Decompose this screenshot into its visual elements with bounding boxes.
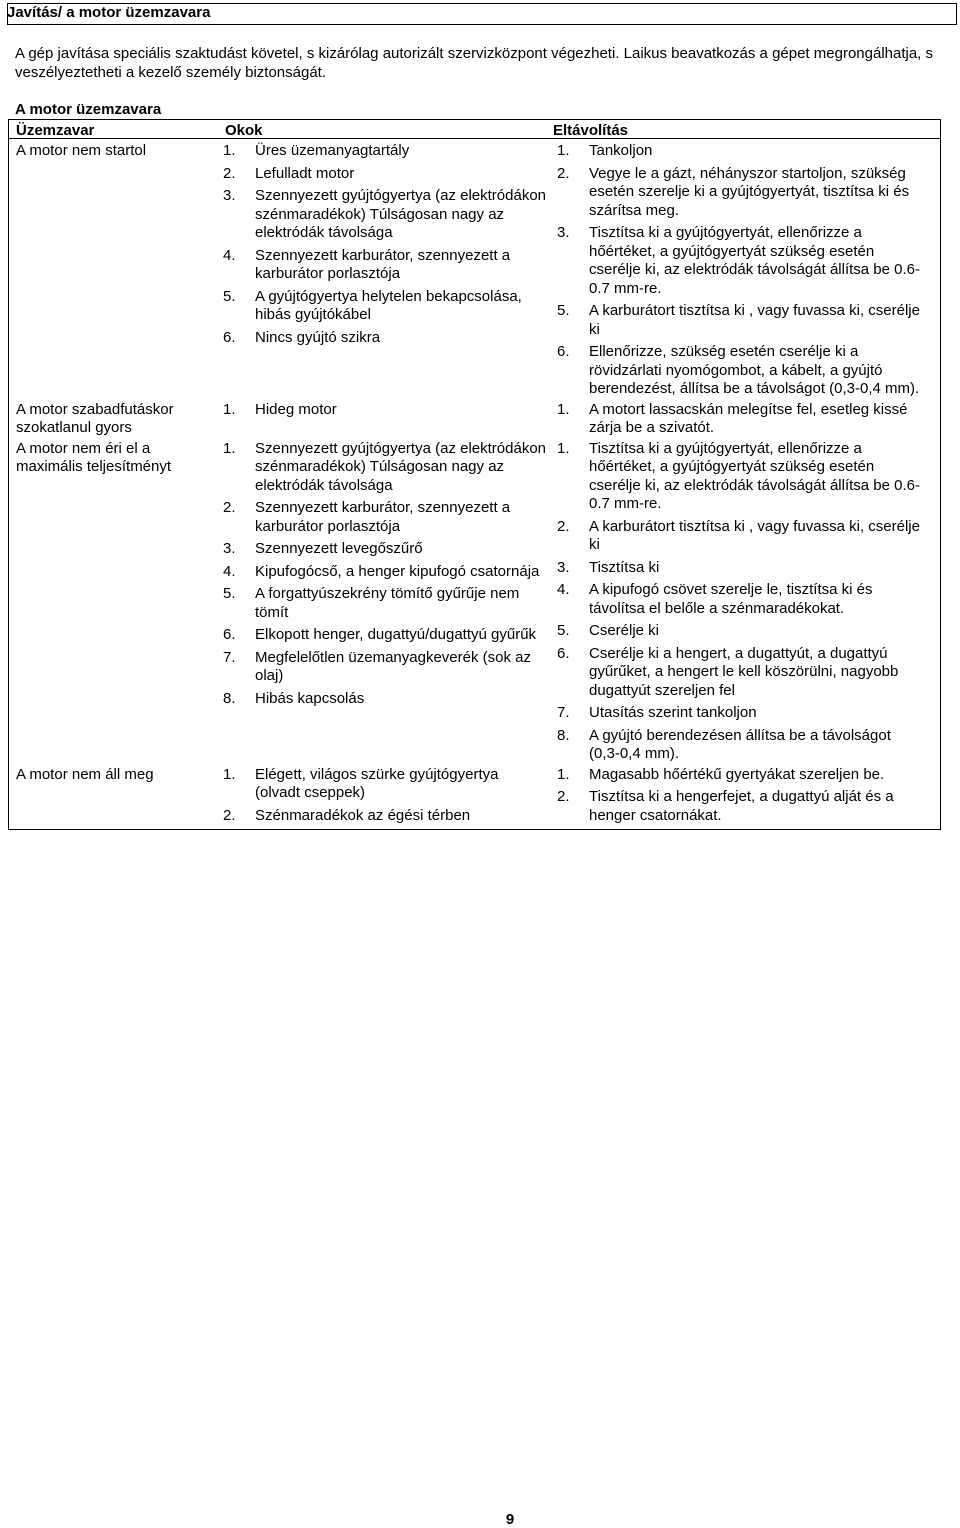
causes-cell (213, 440, 547, 764)
item-text: Szennyezett karburátor, szennyezett a karburátor porlasztója (255, 499, 511, 535)
problem-cell: A motor szabadfutáskor szokatlanul gyors (16, 400, 174, 436)
item-number: 1. (223, 439, 236, 457)
table-title: A motor üzemzavara (15, 101, 162, 118)
item-number: 1. (557, 142, 570, 159)
causes-cell (213, 142, 547, 399)
table-row (9, 764, 940, 830)
item-text: Cserélje ki (589, 622, 660, 639)
remedy-item (547, 302, 920, 339)
item-text: Szennyezett levegőszűrő (255, 540, 423, 557)
remedy-item (547, 559, 920, 578)
cause-item (213, 690, 547, 709)
item-text: A gyújtógyertya helytelen bekapcsolása, hibás gyújtókábel (255, 287, 522, 323)
item-number: 8. (557, 726, 570, 744)
item-number: 3. (557, 224, 570, 241)
remedies-cell (547, 766, 940, 826)
item-text: Elkopott henger, dugattyú/dugattyú gyűrűk (255, 626, 537, 643)
item-number: 4. (557, 581, 570, 598)
remedy-item (547, 401, 920, 438)
header-problem: Üzemzavar (16, 122, 95, 139)
item-number: 1. (557, 765, 570, 783)
cause-item (213, 766, 547, 803)
item-number: 6. (557, 644, 570, 662)
item-number: 4. (223, 562, 236, 580)
cause-item (213, 649, 547, 686)
cause-item (213, 288, 547, 325)
item-text: Magasabb hőértékű gyertyákat szereljen be. (589, 765, 885, 783)
item-number: 6. (223, 626, 236, 643)
item-text: Tisztítsa ki (589, 558, 660, 576)
item-number: 2. (557, 164, 570, 182)
item-number: 3. (223, 187, 236, 204)
table-row (9, 139, 940, 399)
item-number: 2. (223, 499, 236, 516)
header-remedies: Eltávolítás (553, 122, 629, 139)
cause-item (213, 247, 547, 284)
item-number: 5. (557, 622, 570, 639)
item-text: Nincs gyújtó szikra (255, 328, 381, 346)
table-body (8, 139, 941, 830)
item-text: Cserélje ki a hengert, a dugattyút, a dugattyú gyűrűket, a hengert le kell köszörülni, nagyobb dugattyút szereljen fel (589, 644, 899, 699)
item-text: Lefulladt motor (255, 164, 355, 182)
item-number: 3. (557, 558, 570, 576)
table-row (9, 438, 940, 764)
item-text: Szénmaradékok az égési térben (255, 806, 471, 824)
item-text: Tisztítsa ki a hengerfejet, a dugattyú alját és a henger csatornákat. (589, 788, 894, 824)
item-text: A karburátort tisztítsa ki , vagy fuvassa ki, cserélje ki (589, 302, 920, 338)
item-number: 2. (557, 517, 570, 535)
item-text: Megfelelőtlen üzemanyagkeverék (sok az olaj) (255, 648, 531, 684)
remedy-item (547, 704, 920, 723)
item-text: Utasítás szerint tankoljon (589, 704, 757, 721)
remedy-item (547, 581, 920, 618)
remedy-item (547, 343, 920, 399)
item-number: 2. (223, 806, 236, 824)
cause-item (213, 626, 547, 645)
item-text: Kipufogócső, a henger kipufogó csatornája (255, 562, 540, 580)
remedies-cell (547, 401, 940, 438)
remedy-item (547, 142, 920, 161)
remedies-cell (547, 142, 940, 399)
item-text: Szennyezett gyújtógyertya (az elektródákon szénmaradékok) Túlságosan nagy az elektródák távolsága (255, 439, 546, 494)
remedy-item (547, 645, 920, 701)
remedy-item (547, 622, 920, 641)
item-text: Vegye le a gázt, néhányszor startoljon, szükség esetén szerelje ki a gyújtógyertyát, tisztítsa ki és szárítsa meg. (589, 164, 910, 219)
item-number: 6. (557, 343, 570, 360)
item-text: Hibás kapcsolás (255, 689, 365, 707)
cause-item (213, 165, 547, 184)
cause-item (213, 499, 547, 536)
item-number: 1. (223, 142, 236, 159)
item-text: Tankoljon (589, 142, 653, 159)
remedy-item (547, 440, 920, 514)
cause-item (213, 142, 547, 161)
problem-cell: A motor nem áll meg (16, 765, 154, 783)
remedy-item (547, 165, 920, 221)
item-text: Szennyezett gyújtógyertya (az elektródákon szénmaradékok) Túlságosan nagy az elektródák távolsága (255, 187, 546, 241)
cause-item (213, 401, 547, 420)
cause-item (213, 329, 547, 348)
item-number: 3. (223, 540, 236, 557)
cause-item (213, 807, 547, 826)
item-number: 6. (223, 328, 236, 346)
item-number: 1. (223, 765, 236, 783)
remedy-item (547, 766, 920, 785)
item-number: 5. (223, 287, 236, 305)
remedy-item (547, 224, 920, 298)
item-text: Üres üzemanyagtartály (255, 142, 410, 159)
item-number: 7. (557, 704, 570, 721)
item-number: 1. (223, 400, 236, 418)
item-number: 5. (223, 585, 236, 602)
item-text: Hideg motor (255, 400, 337, 418)
section-title: Javítás/ a motor üzemzavara (7, 4, 211, 21)
item-number: 1. (557, 400, 570, 418)
cause-item (213, 187, 547, 243)
cause-item (213, 585, 547, 622)
remedy-item (547, 788, 920, 825)
table-row (9, 399, 940, 438)
item-text: A karburátort tisztítsa ki , vagy fuvassa ki, cserélje ki (589, 517, 920, 553)
item-text: A motort lassacskán melegítse fel, esetleg kissé zárja be a szivatót. (589, 400, 908, 436)
remedy-item (547, 727, 920, 764)
item-number: 5. (557, 302, 570, 319)
problem-cell: A motor nem startol (16, 142, 147, 159)
cause-item (213, 440, 547, 496)
remedies-cell (547, 440, 940, 764)
item-text: A gyújtó berendezésen állítsa be a távolságot (0,3-0,4 mm). (589, 726, 891, 762)
cause-item (213, 540, 547, 559)
item-number: 2. (223, 164, 236, 182)
item-number: 4. (223, 246, 236, 264)
item-number: 7. (223, 648, 236, 666)
item-text: A kipufogó csövet szerelje le, tisztítsa ki és távolítsa el belőle a szénmaradékokat. (589, 581, 873, 617)
troubleshooting-table (8, 119, 941, 830)
cause-item (213, 563, 547, 582)
header-causes: Okok (225, 122, 263, 139)
causes-cell (213, 766, 547, 826)
item-number: 1. (557, 439, 570, 457)
remedy-item (547, 518, 920, 555)
item-text: A forgattyúszekrény tömítő gyűrűje nem tömít (255, 585, 520, 621)
item-text: Ellenőrizze, szükség esetén cserélje ki a rövidzárlati nyomógombot, a kábelt, a gyújtó berendezést, állítsa be a távolságot (0,3-0,4 mm). (589, 343, 920, 397)
item-text: Elégett, világos szürke gyújtógyertya (olvadt cseppek) (255, 765, 499, 801)
item-number: 8. (223, 689, 236, 707)
intro-paragraph: A gép javítása speciális szaktudást követel, s kizárólag autorizált szervizközpont végezheti. Laikus beavatkozás a gépet megrongálhatja, s veszélyeztetheti a kezelő személy biztonságát. (15, 45, 934, 81)
item-number: 2. (557, 788, 570, 805)
item-text: Szennyezett karburátor, szennyezett a karburátor porlasztója (255, 246, 511, 282)
item-text: Tisztítsa ki a gyújtógyertyát, ellenőrizze a hőértéket, a gyújtógyertyát szükség esetén cserélje ki, az elektródák távolságát állítsa be 0.6-0.7 mm-re. (589, 439, 921, 512)
problem-cell: A motor nem éri el a maximális teljesítményt (16, 439, 172, 475)
item-text: Tisztítsa ki a gyújtógyertyát, ellenőrizze a hőértéket, a gyújtógyertyát szükség esetén cserélje ki, az elektródák távolságát állítsa be 0.6-0.7 mm-re. (589, 224, 921, 297)
table-header-row (8, 119, 941, 139)
page-number: 9 (505, 1511, 515, 1528)
causes-cell (213, 401, 547, 438)
